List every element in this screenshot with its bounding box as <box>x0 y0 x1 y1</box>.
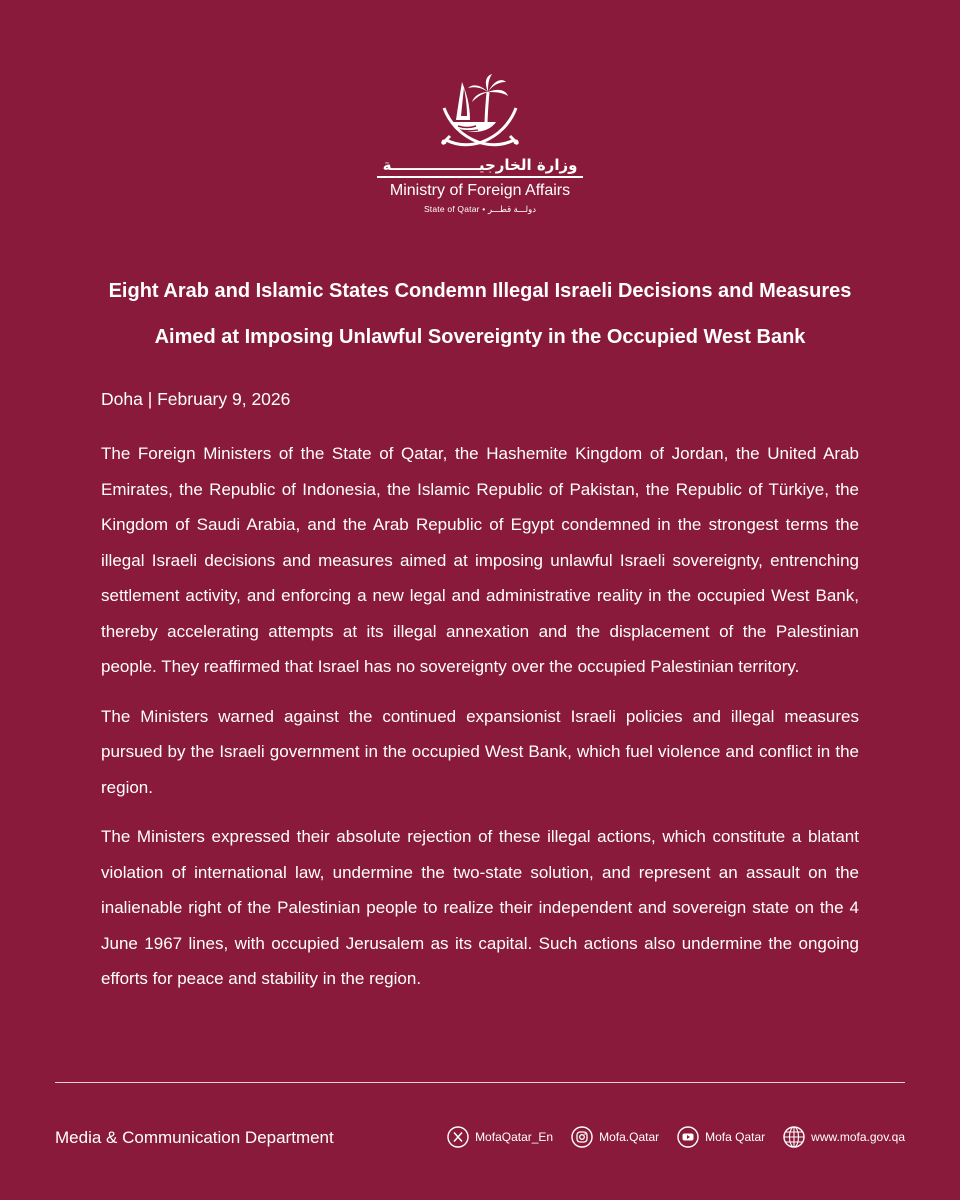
youtube-handle: Mofa Qatar <box>705 1130 766 1144</box>
social-links <box>447 1126 905 1148</box>
ministry-name-english: Ministry of Foreign Affairs <box>389 182 571 199</box>
paragraph: The Ministers warned against the continued expansionist Israeli policies and illegal measures pursued by the Israeli government in the occupied West Bank, which fuel violence and conflict in the region. <box>101 706 859 797</box>
ministry-name-arabic: وزارة الخارجيـــــــــــــــــة <box>377 156 584 178</box>
x-handle: MofaQatar_En <box>475 1130 554 1144</box>
instagram-icon <box>571 1126 593 1148</box>
statement-title-line-1: Eight Arab and Islamic States Condemn Illegal Israeli Decisions and Measures <box>108 280 852 302</box>
state-name: State of Qatar • دولـــة قطـــر <box>423 204 537 214</box>
youtube-icon <box>677 1126 699 1148</box>
qatar-emblem-icon <box>440 70 520 152</box>
department-name: Media & Communication Department <box>55 1128 334 1147</box>
footer-divider <box>55 1082 905 1083</box>
statement-title-line-2: Aimed at Imposing Unlawful Sovereignty in the Occupied West Bank <box>154 326 806 348</box>
x-link[interactable] <box>447 1126 553 1148</box>
statement-title <box>80 268 880 360</box>
youtube-link[interactable] <box>677 1126 765 1148</box>
dateline: Doha | February 9, 2026 <box>101 389 291 409</box>
instagram-link[interactable] <box>571 1126 659 1148</box>
ministry-logo <box>0 70 960 215</box>
paragraph: The Ministers expressed their absolute rejection of these illegal actions, which constitute a blatant violation of international law, undermine the two-state solution, and represent an assault on the inalienable right of the Palestinian people to realize their independent and sovereign state on the 4 June 1967 lines, with occupied Jerusalem as its capital. Such actions also undermine the ongoing efforts for peace and stability in the region. <box>101 827 859 988</box>
instagram-handle: Mofa.Qatar <box>599 1130 660 1144</box>
paragraph: The Foreign Ministers of the State of Qatar, the Hashemite Kingdom of Jordan, the United Arab Emirates, the Republic of Indonesia, the Islamic Republic of Pakistan, the Republic of Türkiye, the Kingdom of Saudi Arabia, and the Arab Republic of Egypt condemned in the strongest terms the illegal Israeli decisions and measures aimed at imposing unlawful Israeli sovereignty, entrenching settlement activity, and enforcing a new legal and administrative reality in the occupied West Bank, thereby accelerating attempts at its illegal annexation and the displacement of the Palestinian people. They reaffirmed that Israel has no sovereignty over the occupied Palestinian territory. <box>101 444 859 676</box>
statement-body <box>101 436 859 1011</box>
globe-icon <box>783 1126 805 1148</box>
website-url: www.mofa.gov.qa <box>811 1130 905 1144</box>
x-icon <box>447 1126 469 1148</box>
website-link[interactable] <box>783 1126 905 1148</box>
